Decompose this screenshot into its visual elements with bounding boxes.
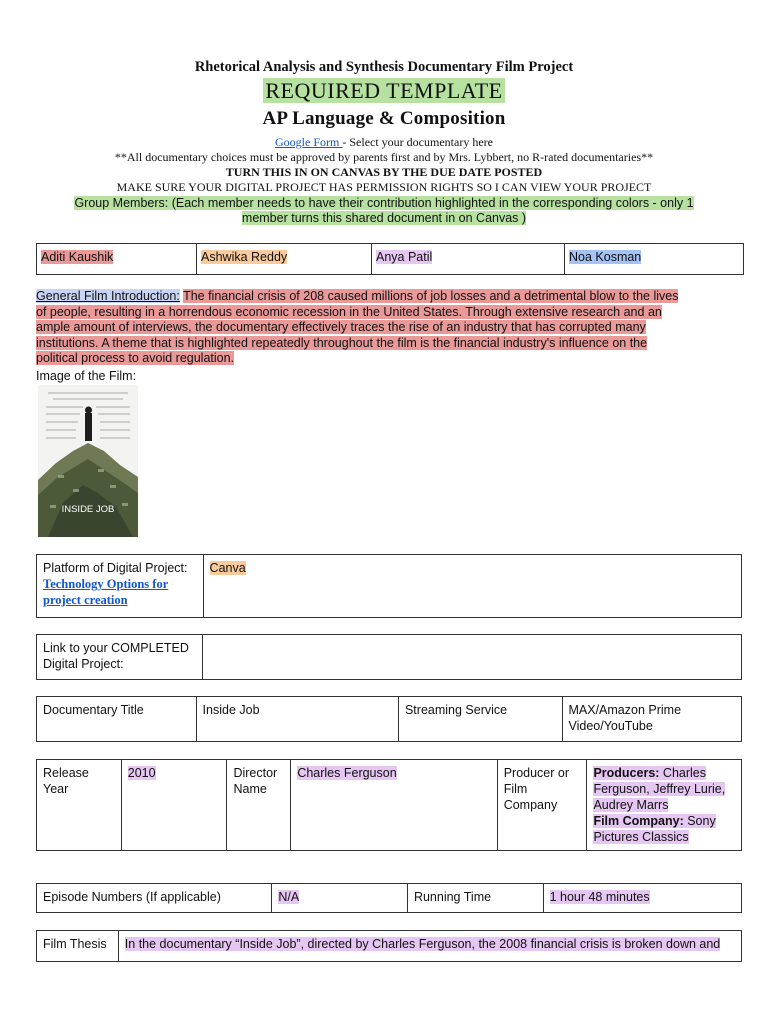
streaming-service-label: Streaming Service (399, 697, 563, 741)
google-form-line: Google Form - Select your documentary here (275, 135, 493, 149)
film-thesis-value[interactable]: In the documentary “Inside Job”, directed by Charles Ferguson, the 2008 financial crisis is broken down and (124, 937, 721, 951)
member-cell[interactable]: Noa Kosman (569, 250, 642, 264)
platform-table (36, 554, 742, 618)
permission-note: MAKE SURE YOUR DIGITAL PROJECT HAS PERMISSION RIGHTS SO I CAN VIEW YOUR PROJECT (116, 180, 652, 194)
documentary-table (36, 696, 742, 742)
film-thesis-table (36, 930, 742, 962)
film-poster-image (38, 385, 138, 537)
documentary-title-value[interactable]: Inside Job (197, 697, 399, 741)
streaming-service-value[interactable]: MAX/Amazon Prime Video/YouTube (568, 703, 682, 733)
release-year-label: Release Year (37, 760, 122, 850)
approval-note: **All documentary choices must be approved by parents first and by Mrs. Lybbert, no R-rated documentaries** (114, 150, 654, 164)
release-table (36, 759, 742, 851)
producer-value[interactable]: Producers: Charles Ferguson, Jeffrey Lurie, Audrey Marrs Film Company: Sony Pictures Classics (593, 766, 726, 844)
completed-link-value[interactable] (203, 635, 741, 679)
running-time-value[interactable]: 1 hour 48 minutes (549, 890, 650, 904)
required-template-heading: REQUIRED TEMPLATE (265, 78, 503, 103)
google-form-link[interactable]: Google Form (275, 135, 343, 149)
release-year-value[interactable]: 2010 (122, 760, 228, 850)
producer-label: Producer or Film Company (498, 760, 588, 850)
member-cell[interactable]: Aditi Kaushik (37, 244, 197, 274)
group-members-note: Group Members: (Each member needs to have their contribution highlighted in the corresponding colors - only 1 member turns this shared document in on Canvas ) (74, 196, 694, 225)
episodes-label: Episode Numbers (If applicable) (37, 884, 272, 912)
poster-title: INSIDE JOB (61, 504, 115, 515)
platform-label-cell: Platform of Digital Project: Technology Options for project creation (37, 555, 204, 617)
course-heading: AP Language & Composition (262, 108, 506, 129)
platform-value-cell[interactable]: Canva (209, 561, 246, 575)
completed-link-label: Link to your COMPLETED Digital Project: (37, 635, 203, 679)
member-cell[interactable]: Anya Patil (372, 244, 565, 274)
member-cell[interactable]: Ashwika Reddy (197, 244, 372, 274)
group-members-table (36, 243, 744, 275)
episodes-value[interactable]: N/A (272, 884, 408, 912)
image-label: Image of the Film: (36, 369, 137, 383)
episodes-table (36, 883, 742, 913)
technology-options-link[interactable]: Technology Options for project creation (43, 577, 169, 607)
documentary-title-label: Documentary Title (37, 697, 197, 741)
director-label: Director Name (227, 760, 291, 850)
document-title: Rhetorical Analysis and Synthesis Documentary Film Project (194, 59, 574, 75)
director-value[interactable]: Charles Ferguson (291, 760, 497, 850)
running-time-label: Running Time (408, 884, 544, 912)
turn-in-note: TURN THIS IN ON CANVAS BY THE DUE DATE POSTED (225, 165, 543, 179)
film-thesis-label: Film Thesis (37, 931, 119, 961)
general-film-introduction[interactable]: General Film Introduction: The financial crisis of 208 caused millions of job losses and a detrimental blow to the lives of people, resulting in a horrendous economic recession in the United States. Through extensive research and an ample amount of interviews, the documentary effectively traces the rise of an industry that has corrupted many institutions. A theme that is highlighted repeatedly throughout the film is the financial industry's influence on the political process to avoid regulation. (36, 289, 679, 365)
completed-link-table (36, 634, 742, 680)
